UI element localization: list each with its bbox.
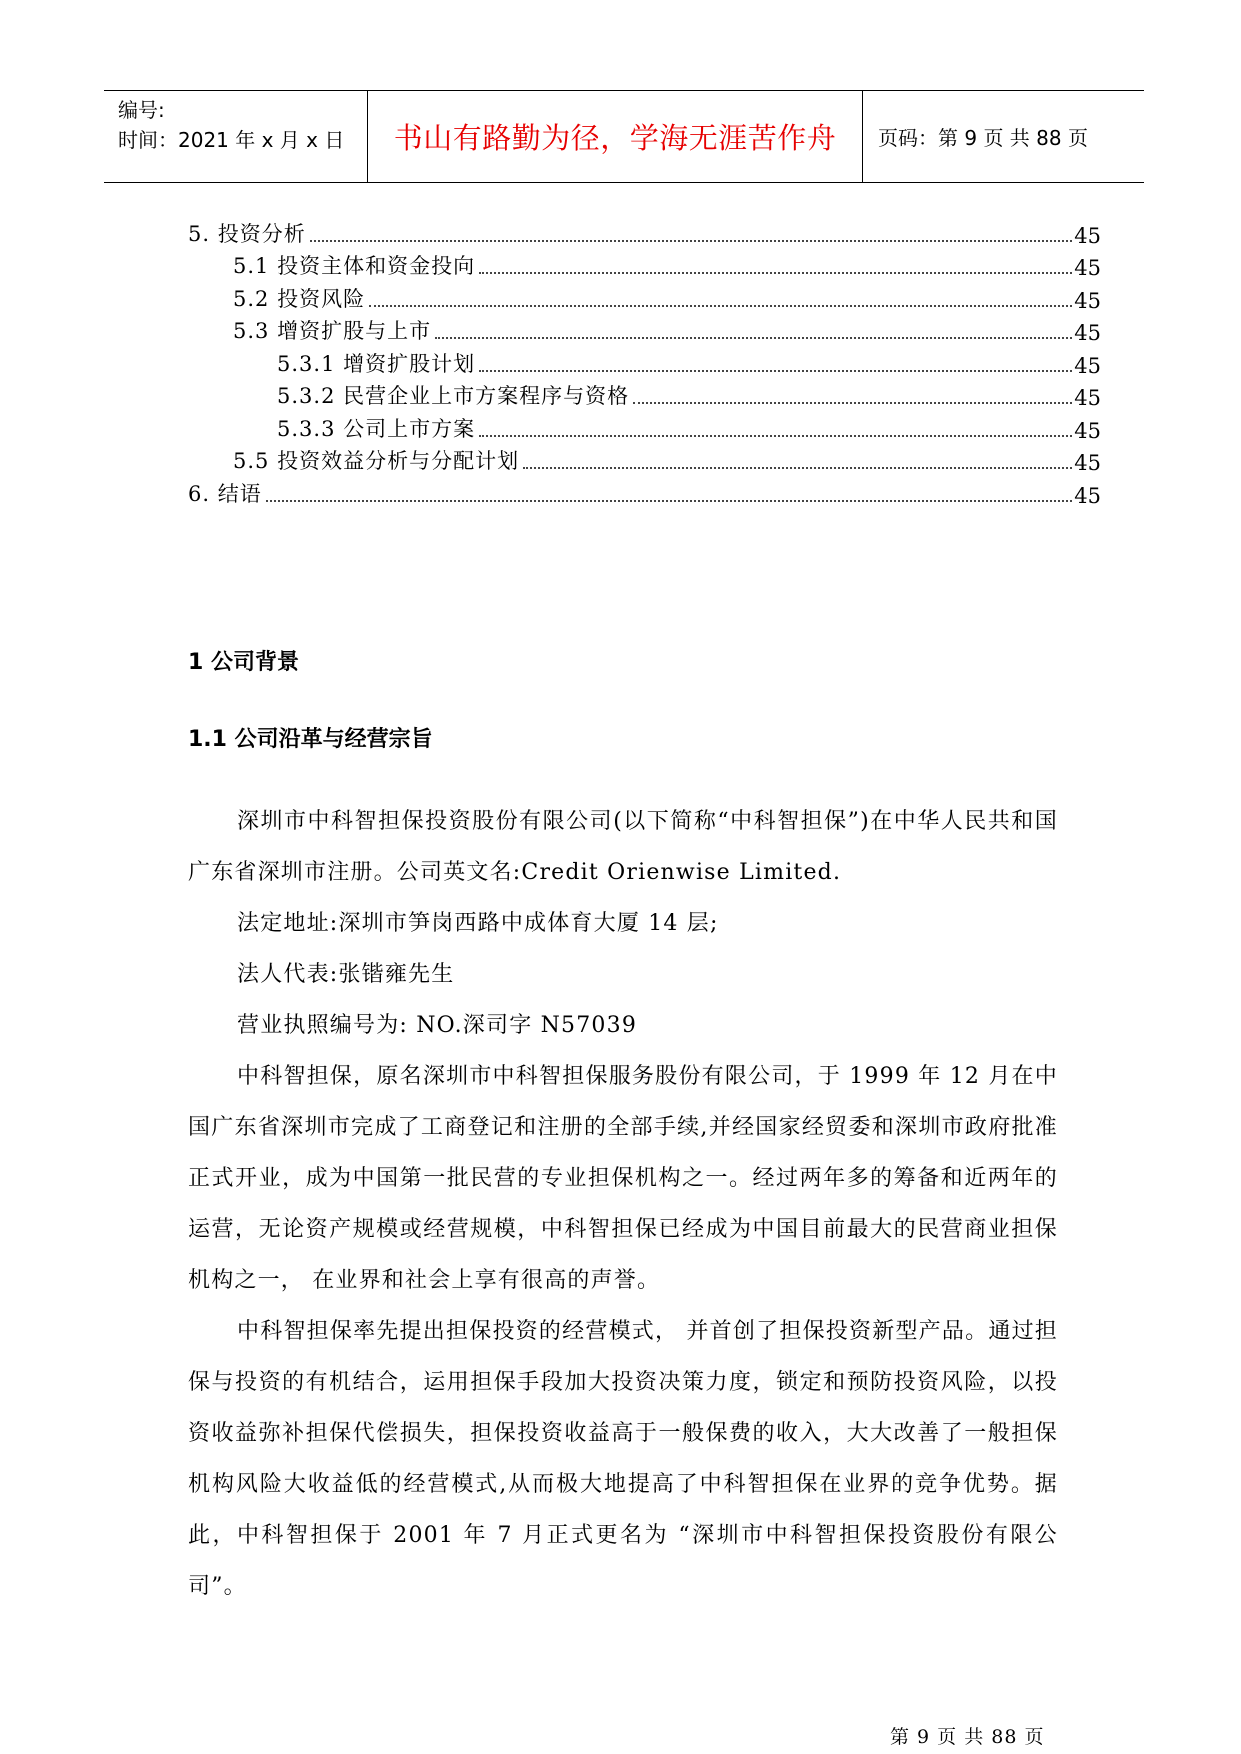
toc-entry-page: 45: [1074, 418, 1101, 443]
toc-entry[interactable]: [188, 215, 1101, 248]
subsection-heading: 1.1 公司沿革与经营宗旨: [188, 727, 433, 752]
paragraph: 中科智担保，原名深圳市中科智担保服务股份有限公司，于 1999 年 12 月在中国广东省深圳市完成了工商登记和注册的全部手续,并经国家经贸委和深圳市政府批准正式开业，成为中国第一批民营的专业担保机构之一。经过两年多的筹备和近两年的运营，无论资产规模或经营规模，中科智担保已经成为中国目前最大的民营商业担保机构之一， 在业界和社会上享有很高的声誉。: [188, 1064, 1058, 1293]
toc-entry-title: 5.3 增资扩股与上市: [233, 315, 433, 345]
toc-leader-dots: [310, 240, 1073, 242]
toc-entry-title: 5. 投资分析: [188, 218, 308, 248]
toc-entry-page: 45: [1074, 256, 1101, 280]
toc-entry-title: 5.3.3 公司上市方案: [277, 413, 477, 443]
toc-entry[interactable]: [188, 313, 1101, 346]
toc-entry-page: 45: [1074, 451, 1101, 475]
header-motto: 书山有路勤为径，学海无涯苦作舟: [368, 91, 863, 182]
toc-entry-page: 45: [1074, 288, 1101, 313]
toc-leader-dots: [523, 467, 1072, 469]
toc-leader-dots: [266, 500, 1073, 502]
toc-entry[interactable]: [188, 443, 1101, 476]
toc-entry-page: 45: [1074, 321, 1101, 345]
paragraph: 法定地址:深圳市笋岗西路中成体育大厦 14 层;: [237, 911, 719, 936]
paragraph: 中科智担保率先提出担保投资的经营模式， 并首创了担保投资新型产品。通过担保与投资的有机结合，运用担保手段加大投资决策力度，锁定和预防投资风险，以投资收益弥补担保代偿损失，担保投资收益高于一般保费的收入，大大改善了一般担保机构风险大收益低的经营模式,从而极大地提高了中科智担保在业界的竞争优势。据此，中科智担保于 2001 年 7 月正式更名为 “深圳市中科智担保投资股份有限公司”。: [188, 1319, 1058, 1599]
toc-entry[interactable]: [188, 345, 1101, 378]
paragraph: 深圳市中科智担保投资股份有限公司(以下简称“中科智担保”)在中华人民共和国广东省深圳市注册。公司英文名:Credit Orienwise Limited.: [188, 809, 1058, 885]
toc-entry[interactable]: [188, 410, 1101, 443]
toc-leader-dots: [479, 272, 1072, 274]
toc-leader-dots: [633, 402, 1072, 404]
toc-leader-dots: [369, 305, 1072, 307]
toc-entry-title: 5.3.2 民营企业上市方案程序与资格: [277, 380, 631, 410]
paragraph: 法人代表:张锴雍先生: [237, 962, 455, 987]
section-heading: 1 公司背景: [188, 650, 299, 675]
toc-entry-title: 6. 结语: [188, 478, 264, 508]
toc-entry-title: 5.1 投资主体和资金投向: [233, 250, 477, 280]
header-page-label: 页码：第 9 页 共 88 页: [878, 126, 1088, 150]
toc-entry-title: 5.3.1 增资扩股计划: [277, 348, 477, 378]
toc-entry[interactable]: [188, 248, 1101, 281]
table-of-contents: [188, 215, 1101, 508]
toc-entry-page: 45: [1074, 223, 1101, 248]
body-text: [188, 796, 1058, 1612]
toc-leader-dots: [435, 337, 1072, 339]
toc-entry[interactable]: [188, 280, 1101, 313]
toc-entry-title: 5.2 投资风险: [233, 283, 367, 313]
toc-leader-dots: [479, 370, 1072, 372]
paragraph: 营业执照编号为: NO.深司字 N57039: [237, 1013, 638, 1038]
header-info-cell: [104, 91, 368, 182]
toc-entry-page: 45: [1074, 483, 1101, 508]
toc-entry[interactable]: [188, 378, 1101, 411]
page-header: [104, 90, 1144, 183]
page-footer: 第 9 页 共 88 页: [890, 1726, 1045, 1748]
toc-leader-dots: [479, 435, 1072, 437]
toc-entry-title: 5.5 投资效益分析与分配计划: [233, 445, 521, 475]
document-time-label: 时间：2021 年 x 月 x 日: [118, 128, 345, 152]
toc-entry[interactable]: [188, 475, 1101, 508]
document-number-label: 编号:: [118, 98, 165, 122]
toc-entry-page: 45: [1074, 386, 1101, 410]
toc-entry-page: 45: [1074, 353, 1101, 378]
